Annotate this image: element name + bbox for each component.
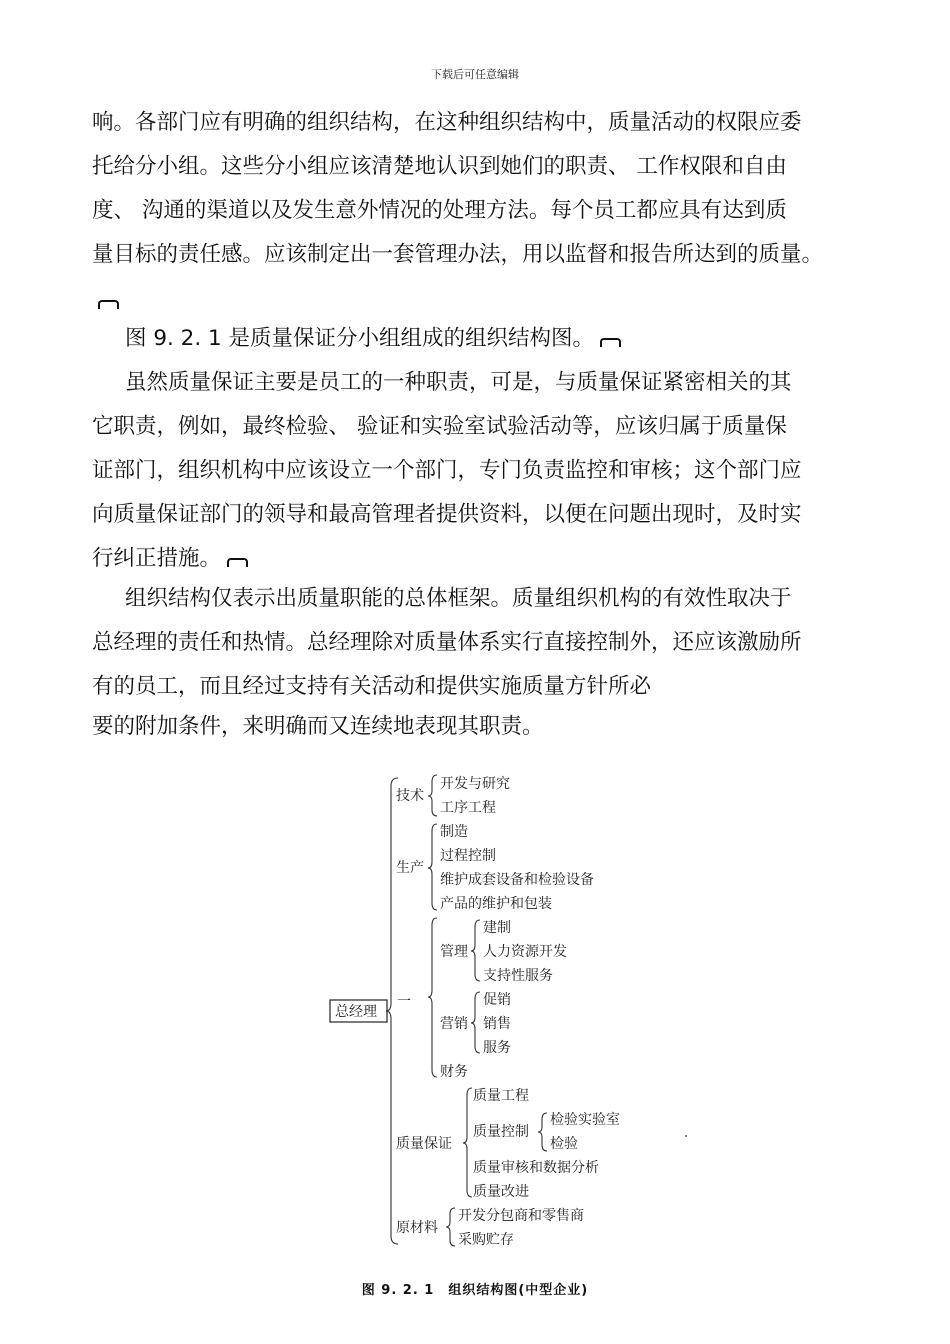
materials-brace (446, 1208, 455, 1246)
org-dash: 一 (397, 994, 411, 1010)
org-marketing-item-1: 促销 (483, 992, 511, 1008)
paragraph-3-line-3: 证部门，组织机构中应该设立一个部门，专门负责监控和审核；这个部门应 (92, 458, 802, 483)
org-admin-item-2: 人力资源开发 (483, 944, 567, 960)
org-root: 总经理 (335, 1004, 377, 1020)
org-tech-item-1: 开发与研究 (440, 776, 510, 792)
paragraph-3-line-2: 它职责，例如，最终检验、 验证和实验室试验活动等，应该归属于质量保 (92, 414, 787, 439)
paragraph-4-line-2: 总经理的责任和热情。总经理除对质量体系实行直接控制外，还应该激励所 (92, 630, 802, 655)
tech-brace (428, 775, 437, 816)
admin-brace (471, 920, 480, 981)
org-marketing-item-2: 销售 (483, 1016, 511, 1032)
org-qc-item-2: 检验 (550, 1136, 578, 1152)
org-marketing-item-3: 服务 (483, 1040, 511, 1056)
page-header: 下载后可任意编辑 (431, 68, 519, 81)
org-production-item-4: 产品的维护和包装 (440, 896, 552, 912)
org-materials-item-1: 开发分包商和零售商 (458, 1208, 584, 1224)
paragraph-1-line-4: 量目标的责任感。应该制定出一套管理办法，用以监督和报告所达到的质量。 (92, 242, 824, 267)
org-qa-item-3: 质量审核和数据分析 (473, 1160, 599, 1176)
paragraph-1-line-3: 度、 沟通的渠道以及发生意外情况的处理方法。每个员工都应具有达到质 (92, 198, 787, 223)
org-qc-item-1: 检验实验室 (550, 1112, 620, 1128)
paragraph-3-line-5-text: 行纠正措施。 (92, 546, 222, 571)
paragraph-1-line-1: 响。各部门应有明确的组织结构，在这种组织结构中，质量活动的权限应委 (92, 110, 802, 135)
org-admin-item-3: 支持性服务 (483, 968, 553, 984)
paragraph-3-line-1: 虽然质量保证主要是员工的一种职责，可是，与质量保证紧密相关的其 (125, 370, 792, 395)
main-brace (386, 778, 398, 1244)
org-qa-item-2: 质量控制 (473, 1124, 529, 1140)
production-brace (428, 824, 437, 910)
org-materials-label: 原材料 (396, 1220, 438, 1236)
qc-brace (538, 1113, 547, 1151)
qa-brace (463, 1088, 472, 1197)
org-marketing-label: 营销 (440, 1016, 468, 1032)
paragraph-4-line-1: 组织结构仅表示出质量职能的总体框架。质量组织机构的有效性取决于 (125, 586, 792, 611)
org-production-label: 生产 (396, 860, 424, 876)
marketing-brace (471, 992, 480, 1053)
paragraph-2-text: 图 9. 2. 1 是质量保证分小组组成的组织结构图。 (125, 326, 595, 351)
org-qa-item-1: 质量工程 (473, 1088, 529, 1104)
scan-dot (685, 1135, 687, 1137)
org-tech-item-2: 工序工程 (440, 800, 496, 816)
paragraph-4-line-4: 要的附加条件，来明确而又连续地表现其职责。 (92, 714, 544, 739)
org-admin-label: 管理 (440, 944, 468, 960)
org-production-item-2: 过程控制 (440, 848, 496, 864)
org-finance: 财务 (440, 1064, 468, 1080)
paragraph-3-line-4: 向质量保证部门的领导和最高管理者提供资料，以便在问题出现时，及时实 (92, 502, 802, 527)
paragraph-1-line-2: 托给分小组。这些分小组应该清楚地认识到她们的职责、 工作权限和自由 (92, 154, 787, 179)
org-qa-label: 质量保证 (396, 1136, 452, 1152)
paragraph-4-line-3: 有的员工，而且经过支持有关活动和提供实施质量方针所必 (92, 674, 652, 699)
org-production-item-3: 维护成套设备和检验设备 (440, 872, 594, 888)
org-production-item-1: 制造 (440, 824, 468, 840)
org-materials-item-2: 采购贮存 (458, 1232, 514, 1248)
org-admin-item-1: 建制 (483, 920, 511, 936)
group-brace (428, 918, 437, 1077)
figure-caption: 图 9. 2. 1 组织结构图(中型企业) (361, 1283, 589, 1298)
org-tech-label: 技术 (396, 788, 424, 804)
org-qa-item-4: 质量改进 (473, 1184, 529, 1200)
